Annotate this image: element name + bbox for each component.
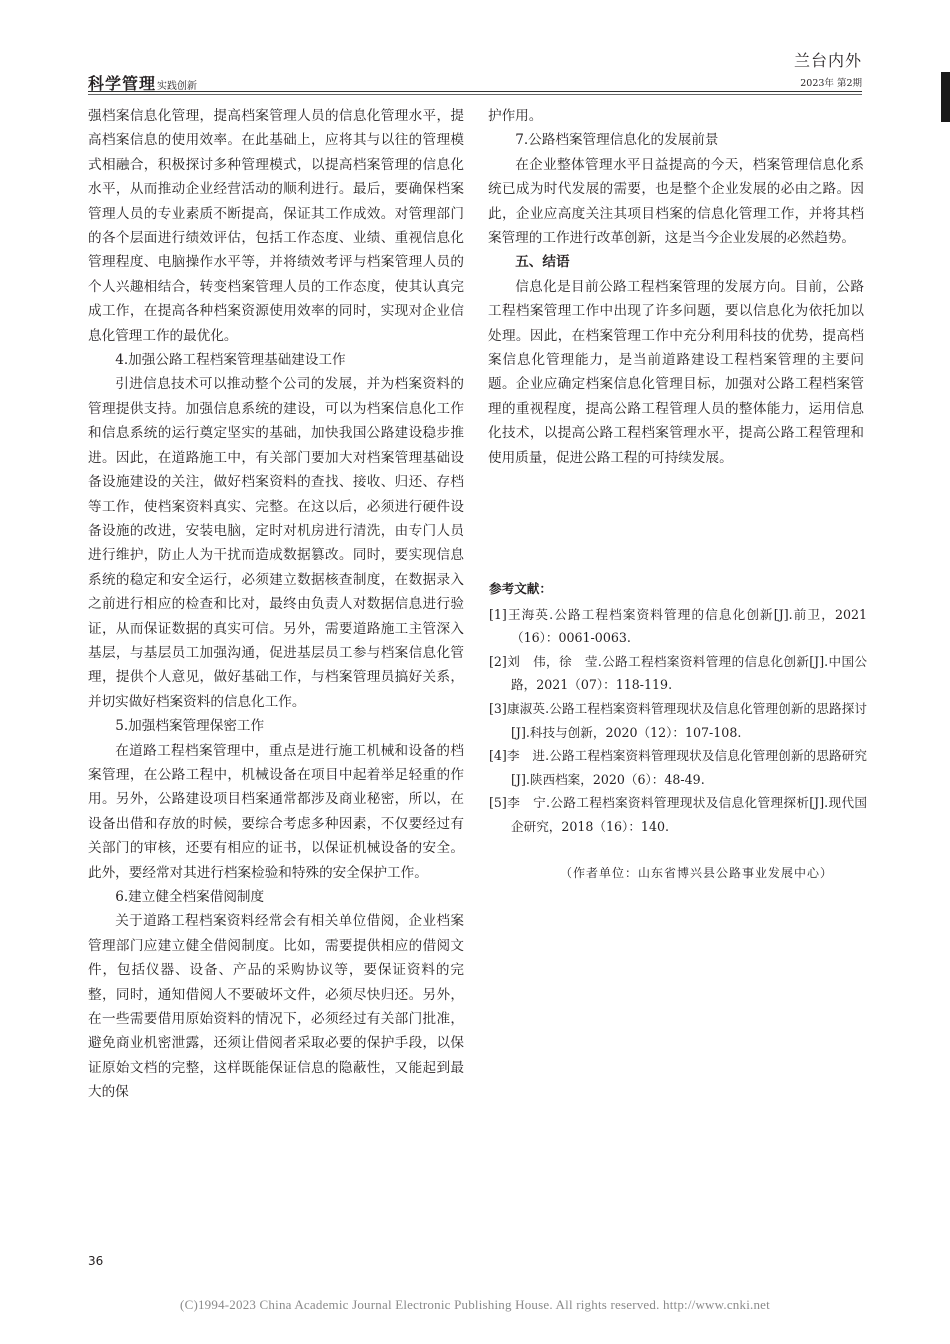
journal-main-title: 科学管理 bbox=[88, 74, 157, 93]
section-heading: 5.加强档案管理保密工作 bbox=[115, 718, 265, 735]
page-edge-tab bbox=[941, 72, 950, 122]
journal-brand: 兰台内外 bbox=[793, 51, 862, 70]
header-rule-thin bbox=[88, 94, 862, 95]
paragraph: 信息化是目前公路工程档案管理的发展方向。目前，公路工程档案管理工作中出现了许多问题，要以信息化为依托加以处理。因此，在档案管理工作中充分利用科技的优势，提高档案信息化管理能力，是当前道路建设工程档案管理的主要问题。企业应确定档案信息化管理目标，加强对公路工程档案管理的重视程度，提高公路工程管理人员的整体能力，运用信息化技术，以提高公路工程档案管理水平，提高公路工程管理和使用质量，促进公路工程的可持续发展。 bbox=[488, 278, 864, 466]
references-title: 参考文献： bbox=[489, 581, 552, 596]
header-rule bbox=[88, 91, 862, 92]
references bbox=[489, 577, 867, 839]
reference-item: [2]刘 伟，徐 莹.公路工程档案资料管理的信息化创新[J].中国公路，2021（07）：118-119. bbox=[489, 653, 867, 693]
paragraph: 强档案信息化管理，提高档案管理人员的信息化管理水平，提高档案信息的使用效率。在此基础上，应将其与以往的管理模式相融合，积极探讨多种管理模式，以提高档案管理的信息化水平，从而推动企业经营活动的顺利进行。最后，要确保档案管理人员的专业素质不断提高，保证其工作成效。对管理部门的各个层面进行绩效评估，包括工作态度、业绩、重视信息化管理程度、电脑操作水平等，并将绩效考评与档案管理人员的个人兴趣相结合，转变档案管理人员的工作态度，使其认真完成工作，在提高各种档案资源使用效率的同时，实现对企业信息化管理工作的最优化。 bbox=[88, 108, 464, 344]
author-affiliation: （作者单位：山东省博兴县公路事业发展中心） bbox=[560, 866, 834, 880]
section-heading: 6.建立健全档案借阅制度 bbox=[115, 889, 265, 905]
paragraph: 在企业整体管理水平日益提高的今天，档案管理信息化系统已成为时代发展的需要，也是整个企业发展的必由之路。因此，企业应高度关注其项目档案的信息化管理工作，并将其档案管理的工作进行改革创新，这是当今企业发展的必然趋势。 bbox=[488, 156, 864, 247]
journal-brand-block bbox=[794, 48, 862, 89]
reference-item: [5]李 宁.公路工程档案资料管理现状及信息化管理探析[J].现代国企研究，2018（16）：140. bbox=[489, 795, 867, 834]
left-column bbox=[88, 104, 464, 1105]
reference-item: [1]王海英.公路工程档案资料管理的信息化创新[J].前卫，2021（16）：0061-0063. bbox=[489, 606, 867, 646]
paragraph: 关于道路工程档案资料经常会有相关单位借阅，企业档案管理部门应建立健全借阅制度。比如，需要提供相应的借阅文件，包括仪器、设备、产品的采购协议等，要保证资料的完整，同时，通知借阅人不要破坏文件，必须尽快归还。另外，在一些需要借用原始资料的情况下，必须经过有关部门批准，避免商业机密泄露，还须让借阅者采取必要的保护手段，以保证原始文档的完整，这样既能保证信息的隐蔽性，又能起到最大的保 bbox=[88, 913, 464, 1101]
reference-item: [4]李 进.公路工程档案资料管理现状及信息化管理创新的思路研究[J].陕西档案，2020（6）：48-49. bbox=[489, 748, 867, 787]
reference-item: [3]康淑英.公路工程档案资料管理现状及信息化管理创新的思路探讨[J].科技与创新，2020（12）：107-108. bbox=[489, 700, 867, 740]
journal-issue: 2023年 第2期 bbox=[800, 78, 862, 89]
paragraph: 引进信息技术可以推动整个公司的发展，并为档案资料的管理提供支持。加强信息系统的建设，可以为档案信息化工作和信息系统的运行奠定坚实的基础，加快我国公路建设稳步推进。因此，在道路施工中，有关部门要加大对档案管理基础设备设施建设的关注，做好档案资料的查找、接收、归还、存档等工作，使档案资料真实、完整。在这以后，必须进行硬件设备设施的改进，安装电脑，定时对机房进行清洗，由专门人员进行维护，防止人为干扰而造成数据篡改。同时，要实现信息系统的稳定和安全运行，必须建立数据核查制度，在数据录入之前进行相应的检查和比对，最终由负责人对数据信息进行验证，从而保证数据的真实可信。另外，需要道路施工主管深入基层，与基层员工加强沟通，促进基层员工参与档案信息化管理，提供个人意见，做好基础工作，与档案管理员搞好关系，并切实做好档案资料的信息化工作。 bbox=[88, 376, 464, 710]
page-number: 36 bbox=[88, 1254, 104, 1268]
journal-sub-title: 实践创新 bbox=[157, 81, 198, 92]
paragraph: 护作用。 bbox=[488, 108, 543, 124]
right-column bbox=[488, 104, 864, 470]
section-heading: 4.加强公路工程档案管理基础建设工作 bbox=[115, 352, 346, 369]
copyright-footer: (C)1994-2023 China Academic Journal Electronic Publishing House. All rights reserved. http://www.cnki.net bbox=[180, 1297, 770, 1312]
paragraph: 在道路工程档案管理中，重点是进行施工机械和设备的档案管理，在公路工程中，机械设备在项目中起着举足轻重的作用。另外，公路建设项目档案通常都涉及商业秘密，所以，在设备出借和存放的时候，要综合考虑多种因素，不仅要经过有关部门的审核，还要有相应的证书，以保证机械设备的安全。此外，要经常对其进行档案检验和特殊的安全保护工作。 bbox=[88, 742, 464, 881]
conclusion-heading: 五、结语 bbox=[515, 254, 570, 271]
section-heading: 7.公路档案管理信息化的发展前景 bbox=[515, 132, 719, 149]
